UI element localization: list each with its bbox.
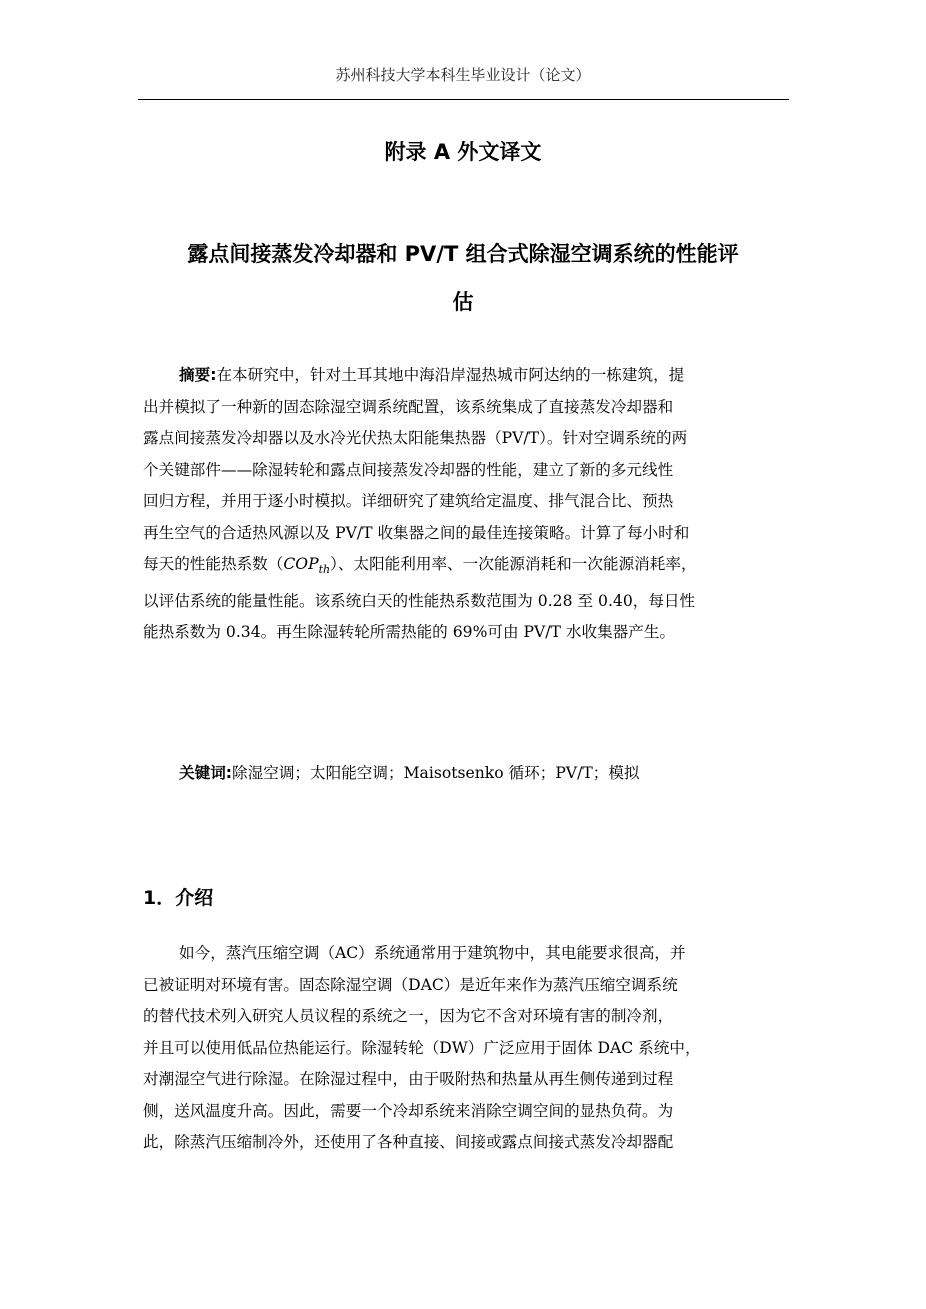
paper-title-line: 露点间接蒸发冷却器和 PV/T 组合式除湿空调系统的性能评: [187, 242, 739, 266]
abstract-text: 每天的性能热系数（: [143, 555, 284, 573]
intro-line: 如今，蒸汽压缩空调（AC）系统通常用于建筑物中，其电能要求很高，并: [179, 944, 686, 962]
cop-symbol: COP: [283, 555, 319, 573]
running-header: 苏州科技大学本科生毕业设计（论文）: [335, 66, 591, 84]
abstract-line: 个关键部件——除湿转轮和露点间接蒸发冷却器的性能，建立了新的多元线性: [143, 460, 674, 479]
abstract-label: 摘要:: [179, 366, 217, 384]
paper-title-line: 估: [452, 290, 474, 314]
section-heading: 1．介绍: [143, 887, 214, 909]
header-rule: [138, 99, 789, 100]
intro-line: 此，除蒸汽压缩制冷外，还使用了各种直接、间接或露点间接式蒸发冷却器配: [143, 1133, 674, 1151]
abstract-line: 露点间接蒸发冷却器以及水冷光伏热太阳能集热器（PV/T）。针对空调系统的两: [143, 429, 688, 447]
abstract-cop-line: [143, 549, 790, 586]
abstract-paragraph: [143, 360, 790, 649]
cop-subscript: th: [318, 563, 331, 577]
keywords-text: 除湿空调；太阳能空调；Maisotsenko 循环；PV/T；模拟: [232, 764, 640, 782]
abstract-text: ）、太阳能利用率、一次能源消耗和一次能源消耗率，: [330, 555, 697, 573]
abstract-line: 回归方程，并用于逐小时模拟。详细研究了建筑给定温度、排气混合比、预热: [143, 492, 674, 510]
abstract-line: 能热系数为 0.34。再生除湿转轮所需热能的 69%可由 PV/T 水收集器产生。: [143, 623, 676, 642]
keywords: [179, 761, 640, 783]
intro-line: 对潮湿空气进行除湿。在除湿过程中，由于吸附热和热量从再生侧传递到过程: [143, 1070, 674, 1088]
abstract-text: 在本研究中，针对土耳其地中海沿岸湿热城市阿达纳的一栋建筑，提: [216, 366, 685, 384]
intro-line: 已被证明对环境有害。固态除湿空调（DAC）是近年来作为蒸汽压缩空调系统: [143, 975, 678, 994]
abstract-line: 再生空气的合适热风源以及 PV/T 收集器之间的最佳连接策略。计算了每小时和: [143, 523, 690, 542]
keywords-label: 关键词:: [179, 764, 233, 782]
appendix-title: 附录 A 外文译文: [384, 140, 542, 164]
paper-title: [180, 230, 746, 326]
intro-line: 并且可以使用低品位热能运行。除湿转轮（DW）广泛应用于固体 DAC 系统中，: [143, 1038, 701, 1057]
abstract-first-line: [143, 360, 790, 392]
abstract-line: 以评估系统的能量性能。该系统白天的性能热系数范围为 0.28 至 0.40，每日性: [143, 591, 696, 610]
abstract-line: 出并模拟了一种新的固态除湿空调系统配置，该系统集成了直接蒸发冷却器和: [143, 397, 674, 416]
intro-line: 侧，送风温度升高。因此，需要一个冷却系统来消除空调空间的显热负荷。为: [143, 1101, 674, 1120]
intro-line: 的替代技术列入研究人员议程的系统之一，因为它不含对环境有害的制冷剂，: [143, 1007, 674, 1025]
intro-paragraph: [143, 938, 790, 1159]
